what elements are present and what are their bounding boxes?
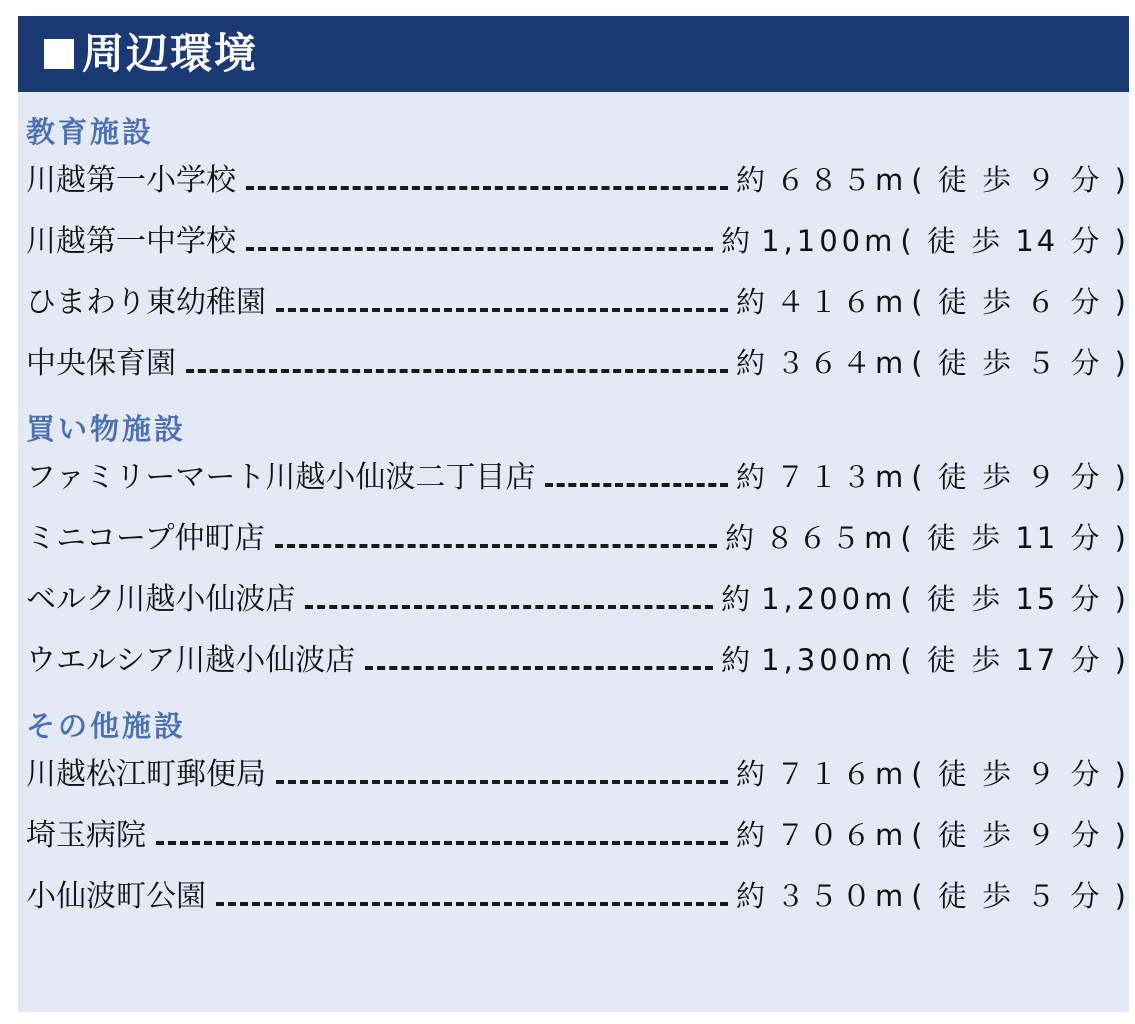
facility-distance (736, 341, 1129, 382)
walk-time: ( 徒 歩 14 分 ) (900, 224, 1129, 258)
facility-name: ひまわり東幼稚園 (26, 285, 266, 320)
distance-prefix: 約 (736, 163, 767, 197)
leader-dots (246, 247, 713, 251)
leader-dots (305, 605, 713, 609)
facility-row (18, 871, 1129, 932)
distance-prefix: 約 (736, 346, 767, 380)
distance-value: ３６４m (776, 346, 908, 380)
distance-prefix: 約 (721, 643, 752, 677)
facility-name: ファミリーマート川越小仙波二丁目店 (26, 460, 536, 495)
facility-name: 埼玉病院 (26, 818, 146, 853)
square-bullet-icon (44, 39, 74, 69)
facility-distance (736, 813, 1129, 854)
distance-value: 1,300m (761, 643, 897, 677)
distance-prefix: 約 (736, 757, 767, 791)
facility-row (18, 574, 1129, 635)
distance-value: 1,100m (761, 224, 897, 258)
page-margin-right (1129, 0, 1135, 1024)
distance-value: ３５０m (776, 879, 908, 913)
facility-row (18, 513, 1129, 574)
distance-value: 1,200m (761, 582, 897, 616)
section-heading: 教育施設 (26, 115, 155, 149)
page-title: 周辺環境 (82, 29, 259, 78)
facility-name: 川越第一小学校 (26, 163, 236, 198)
page-margin-top (0, 0, 1135, 16)
walk-time: ( 徒 歩 ６ 分 ) (911, 285, 1129, 319)
leader-dots (276, 780, 728, 784)
facility-list (18, 92, 1129, 932)
facility-name: 小仙波町公園 (26, 879, 206, 914)
distance-value: ４１６m (776, 285, 908, 319)
leader-dots (545, 483, 728, 487)
section-title-bar (18, 16, 1129, 92)
leader-dots (186, 369, 728, 373)
distance-value: ８６５m (765, 521, 897, 555)
walk-time: ( 徒 歩 11 分 ) (900, 521, 1129, 555)
document-content (18, 16, 1129, 1012)
facility-row (18, 810, 1129, 871)
facility-distance (721, 577, 1129, 618)
facility-distance (736, 158, 1129, 199)
walk-time: ( 徒 歩 ５ 分 ) (911, 879, 1129, 913)
facility-section-shopping (18, 407, 1129, 696)
facility-distance (736, 455, 1129, 496)
leader-dots (275, 544, 718, 548)
facility-distance (721, 219, 1129, 260)
facility-distance (736, 874, 1129, 915)
distance-prefix: 約 (725, 521, 756, 555)
distance-prefix: 約 (736, 460, 767, 494)
walk-time: ( 徒 歩 ９ 分 ) (911, 163, 1129, 197)
distance-value: ７１３m (776, 460, 908, 494)
facility-name: ウエルシア川越小仙波店 (26, 643, 356, 678)
leader-dots (365, 666, 713, 670)
facility-name: ベルク川越小仙波店 (26, 582, 296, 617)
section-heading: 買い物施設 (26, 412, 187, 446)
facility-row (18, 155, 1129, 216)
facility-row (18, 216, 1129, 277)
facility-row (18, 452, 1129, 513)
page-margin-bottom (0, 1012, 1135, 1024)
leader-dots (156, 841, 728, 845)
distance-value: ６８５m (776, 163, 908, 197)
facility-row (18, 277, 1129, 338)
leader-dots (276, 308, 728, 312)
facility-name: 中央保育園 (26, 346, 176, 381)
walk-time: ( 徒 歩 ５ 分 ) (911, 346, 1129, 380)
distance-value: ７０６m (776, 818, 908, 852)
leader-dots (246, 186, 728, 190)
distance-prefix: 約 (736, 879, 767, 913)
facility-section-education (18, 110, 1129, 399)
facility-distance (736, 752, 1129, 793)
facility-distance (721, 638, 1129, 679)
distance-prefix: 約 (721, 582, 752, 616)
distance-prefix: 約 (736, 285, 767, 319)
walk-time: ( 徒 歩 ９ 分 ) (911, 460, 1129, 494)
facility-name: ミニコープ仲町店 (26, 521, 265, 556)
section-heading: その他施設 (26, 709, 187, 743)
facility-row (18, 338, 1129, 399)
walk-time: ( 徒 歩 17 分 ) (900, 643, 1129, 677)
facility-distance (725, 516, 1129, 557)
facility-section-other (18, 704, 1129, 932)
facility-name: 川越第一中学校 (26, 224, 236, 259)
facility-row (18, 749, 1129, 810)
walk-time: ( 徒 歩 ９ 分 ) (911, 757, 1129, 791)
leader-dots (216, 902, 728, 906)
page-margin-left (0, 0, 18, 1024)
distance-prefix: 約 (721, 224, 752, 258)
walk-time: ( 徒 歩 ９ 分 ) (911, 818, 1129, 852)
distance-value: ７１６m (776, 757, 908, 791)
distance-prefix: 約 (736, 818, 767, 852)
facility-name: 川越松江町郵便局 (26, 757, 266, 792)
facility-row (18, 635, 1129, 696)
facility-distance (736, 280, 1129, 321)
walk-time: ( 徒 歩 15 分 ) (900, 582, 1129, 616)
